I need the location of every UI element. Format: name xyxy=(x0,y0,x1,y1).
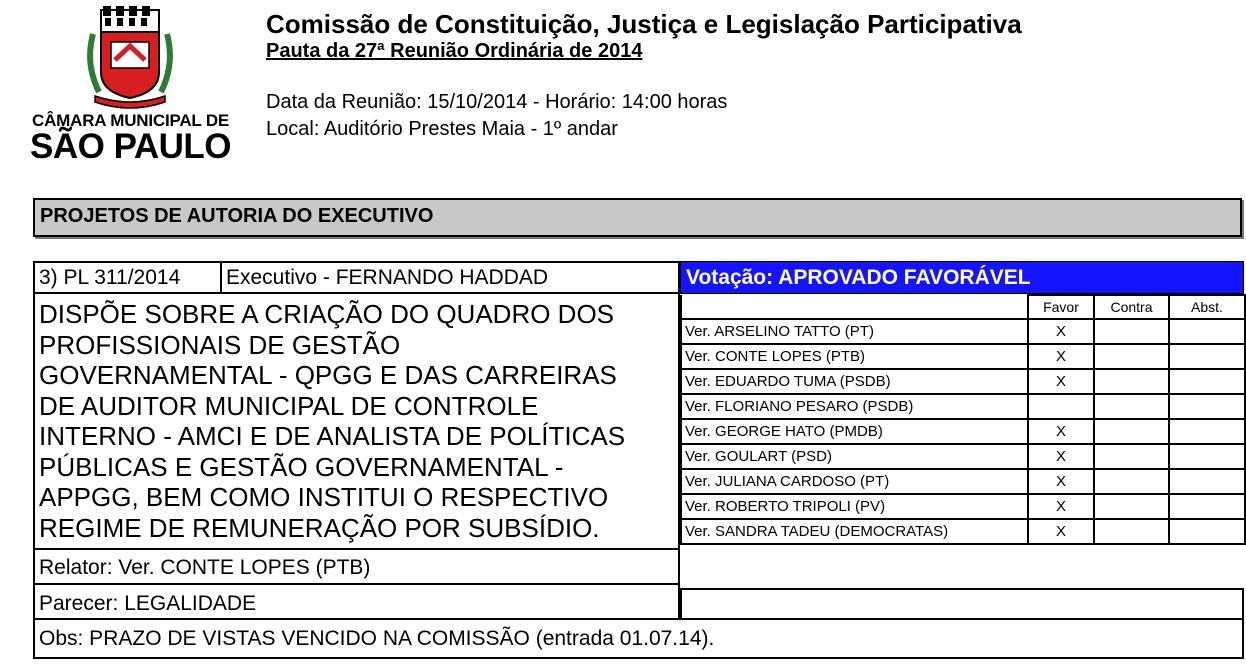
observation: Obs: PRAZO DE VISTAS VENCIDO NA COMISSÃO (entrada 01.07.14). xyxy=(33,618,1244,659)
voter-name: Ver. GEORGE HATO (PMDB) xyxy=(681,419,1028,444)
vote-contra xyxy=(1094,519,1169,544)
voter-name: Ver. GOULART (PSD) xyxy=(681,444,1028,469)
description-line: GOVERNAMENTAL - QPGG E DAS CARREIRAS xyxy=(39,360,617,390)
vote-contra xyxy=(1094,419,1169,444)
description-line: DE AUDITOR MUNICIPAL DE CONTROLE xyxy=(39,390,539,421)
page-title: Comissão de Constituição, Justiça e Legislação Participativa xyxy=(266,9,1022,39)
voting-header-blank xyxy=(681,295,1028,319)
description-line: INTERNO - AMCI E DE ANALISTA DE POLÍTICAS xyxy=(39,421,626,451)
table-row xyxy=(681,469,1245,494)
table-row xyxy=(681,519,1245,544)
table-row xyxy=(681,419,1245,444)
coat-of-arms-icon xyxy=(85,4,175,110)
camara-logo xyxy=(30,4,230,164)
vote-favor: X xyxy=(1028,319,1094,344)
voting-table xyxy=(680,294,1246,545)
col-favor: Favor xyxy=(1028,295,1094,319)
table-row xyxy=(681,494,1245,519)
table-row xyxy=(681,394,1245,419)
vote-abst xyxy=(1169,519,1245,544)
voter-name: Ver. ARSELINO TATTO (PT) xyxy=(681,319,1028,344)
vote-favor xyxy=(1028,394,1094,419)
description-line: REGIME DE REMUNERAÇÃO POR SUBSÍDIO. xyxy=(39,512,600,543)
vote-contra xyxy=(1094,444,1169,469)
voter-name: Ver. CONTE LOPES (PTB) xyxy=(681,344,1028,369)
voting-result-header: Votação: APROVADO FAVORÁVEL xyxy=(680,261,1244,294)
col-abst: Abst. xyxy=(1169,295,1245,319)
voting-footer-cell xyxy=(680,588,1244,618)
vote-abst xyxy=(1169,494,1245,519)
vote-abst xyxy=(1169,419,1245,444)
voter-name: Ver. ROBERTO TRIPOLI (PV) xyxy=(681,494,1028,519)
vote-contra xyxy=(1094,394,1169,419)
vote-contra xyxy=(1094,344,1169,369)
vote-abst xyxy=(1169,369,1245,394)
vote-abst xyxy=(1169,444,1245,469)
description-line: APPGG, BEM COMO INSTITUI O RESPECTIVO xyxy=(39,482,609,512)
voter-name: Ver. FLORIANO PESARO (PSDB) xyxy=(681,394,1028,419)
logo-text-line1: CÂMARA MUNICIPAL DE xyxy=(32,111,230,130)
opinion: Parecer: LEGALIDADE xyxy=(33,583,680,620)
col-contra: Contra xyxy=(1094,295,1169,319)
vote-favor: X xyxy=(1028,494,1094,519)
table-row xyxy=(681,369,1245,394)
section-header: PROJETOS DE AUTORIA DO EXECUTIVO xyxy=(33,198,1242,237)
voter-name: Ver. SANDRA TADEU (DEMOCRATAS) xyxy=(681,519,1028,544)
meeting-date: Data da Reunião: 15/10/2014 - Horário: 14:00 horas xyxy=(266,91,728,113)
voting-header-row xyxy=(681,295,1245,319)
description-line: PÚBLICAS E GESTÃO GOVERNAMENTAL - xyxy=(39,451,564,482)
voter-name: Ver. EDUARDO TUMA (PSDB) xyxy=(681,369,1028,394)
vote-favor: X xyxy=(1028,519,1094,544)
description-line: PROFISSIONAIS DE GESTÃO xyxy=(39,329,401,360)
table-row xyxy=(681,444,1245,469)
vote-favor: X xyxy=(1028,369,1094,394)
voter-name: Ver. JULIANA CARDOSO (PT) xyxy=(681,469,1028,494)
rapporteur: Relator: Ver. CONTE LOPES (PTB) xyxy=(33,548,680,585)
table-row xyxy=(681,344,1245,369)
vote-abst xyxy=(1169,319,1245,344)
vote-contra xyxy=(1094,469,1169,494)
vote-favor: X xyxy=(1028,344,1094,369)
vote-favor: X xyxy=(1028,444,1094,469)
vote-contra xyxy=(1094,494,1169,519)
project-description xyxy=(33,292,680,550)
vote-abst xyxy=(1169,344,1245,369)
project-number: 3) PL 311/2014 xyxy=(33,261,222,294)
vote-favor: X xyxy=(1028,419,1094,444)
vote-contra xyxy=(1094,369,1169,394)
description-line: DISPÕE SOBRE A CRIAÇÃO DO QUADRO DOS xyxy=(39,299,615,329)
vote-abst xyxy=(1169,469,1245,494)
meeting-subtitle: Pauta da 27ª Reunião Ordinária de 2014 xyxy=(266,40,643,62)
project-author: Executivo - FERNANDO HADDAD xyxy=(220,261,680,294)
table-row xyxy=(681,319,1245,344)
logo-text-line2: SÃO PAULO xyxy=(30,127,231,166)
vote-abst xyxy=(1169,394,1245,419)
meeting-location: Local: Auditório Prestes Maia - 1º andar xyxy=(266,118,618,140)
vote-contra xyxy=(1094,319,1169,344)
vote-favor: X xyxy=(1028,469,1094,494)
